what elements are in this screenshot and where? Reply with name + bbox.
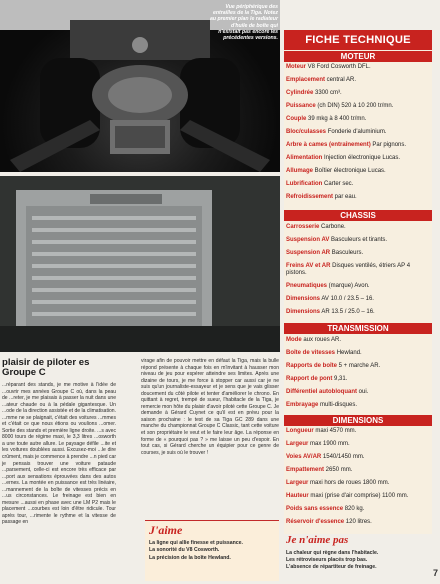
article — [0, 356, 282, 584]
spec-moteur-6: Arbre à cames (entraînement) Par pignons. — [286, 142, 407, 148]
dislikes-title: Je n'aime pas — [286, 534, 349, 546]
spec-moteur-8: Allumage Boîtier électronique Lucas. — [286, 168, 386, 174]
spec-chassis-6: Dimensions AR 13.5 / 25.0 – 16. — [286, 309, 375, 315]
article-column-1: ...réparant des stands, je me motive à l'idée de ...ouvrir mes années Groupe C où, dans la peau de ...reter, je me plaisais à passer la nuit dans une ...ateur chaude ou à la pédale gigantesque. Un ...ode de la direction assistée et de la climatisation. ...mme ne se plaignait, c'était des voitures ...mmes et c'était ce que nous étions ou voulions ...omer. Sortie des stands et première ligne droite. ...s avec 8000 tours de régime maxi, le 3,3 litres ...osworth a une toute autre allure. Le paysage défile ...ite et les voitures doublées aussi. Excusez-moi ...le dire crûment, mais je commence à prendre ...n pied car je pensais trouver une voiture pataude ...parsement, celle-ci est encore très efficace par ...port aux sensations éprouvées dans des autos ...ernes. La montée en puissance est très linéaire, ...mannement de la boîte de vitesses précis en ...us circonstances. Le freinage est bien en mesure ...aussi en phase avec une LM P2 mais le placement ...courbes est loin d'être ridicule. Tour après tour, ...rimente le rythme et la vitesse de passage en — [2, 382, 116, 526]
section-chassis-header: CHASSIS — [284, 210, 432, 221]
spec-dimensions-3: Empattement 2650 mm. — [286, 467, 353, 473]
spec-moteur-0: Moteur V8 Ford Cosworth DFL. — [286, 64, 371, 70]
spec-dimensions-5: Hauteur maxi (prise d'air comprise) 1100 mm. — [286, 493, 409, 499]
spec-moteur-1: Emplacement central AR. — [286, 77, 357, 83]
spec-moteur-7: Alimentation Injection électronique Lucas. — [286, 155, 401, 161]
spec-transmission-3: Rapport de pont 9,31. — [286, 376, 348, 382]
likes-list — [149, 540, 279, 562]
spec-sheet — [284, 30, 432, 534]
likes-title: J'aime — [149, 523, 183, 537]
spec-dimensions-6: Poids sans essence 820 kg. — [286, 506, 365, 512]
likes-item: La ligne qui allie finesse et puissance. — [149, 540, 243, 546]
spec-chassis-4: Pneumatiques (marque) Avon. — [286, 283, 370, 289]
spec-dimensions-2: Voies AV/AR 1540/1450 mm. — [286, 454, 365, 460]
likes-item: La sonorité du V8 Cosworth. — [149, 547, 220, 554]
spec-transmission-0: Mode aux roues AR. — [286, 337, 342, 343]
dislikes-item: Les rétroviseurs placés trop bas. — [286, 556, 368, 563]
likes-item: La précision de la boîte Hewland. — [149, 554, 231, 561]
dislikes-box — [286, 534, 434, 582]
spec-chassis-0: Carrosserie Carbone. — [286, 224, 346, 230]
dislikes-item: La chaleur qui règne dans l'habitacle. — [286, 550, 379, 556]
engine-rear-photo — [0, 0, 280, 172]
spec-transmission-2: Rapports de boîte 5 + marche AR. — [286, 363, 381, 369]
spec-moteur-2: Cylindrée 3300 cm³. — [286, 90, 342, 96]
ecu-photo — [0, 176, 280, 352]
spec-chassis-1: Suspension AV Basculeurs et tirants. — [286, 237, 388, 243]
spec-sheet-title: FICHE TECHNIQUE — [284, 30, 432, 50]
spec-chassis-5: Dimensions AV 10.0 / 23.5 – 16. — [286, 296, 374, 302]
caption-engine: Vue périphérique des entrailles de la Tiga. Notez au premier plan le radiateur d'huile de boîte qui n'existait pas encore les précédentes versions. — [209, 4, 278, 42]
spec-dimensions-4: Largeur maxi hors de roues 1800 mm. — [286, 480, 390, 486]
spec-dimensions-1: Largeur max 1900 mm. — [286, 441, 350, 447]
section-transmission-header: TRANSMISSION — [284, 323, 432, 334]
dislikes-list — [286, 550, 434, 570]
spec-moteur-9: Lubrification Carter sec. — [286, 181, 354, 187]
spec-dimensions-0: Longueur maxi 4570 mm. — [286, 428, 357, 434]
ecu-illustration — [0, 176, 280, 352]
article-title: plaisir de piloter es Groupe C — [2, 357, 90, 379]
spec-moteur-5: Bloc/culasses Fonderie d'aluminium. — [286, 129, 387, 135]
spec-transmission-4: Différentiel autobloquant oui. — [286, 389, 369, 395]
spec-chassis-2: Suspension AR Basculeurs. — [286, 250, 364, 256]
spec-moteur-3: Puissance (ch DIN) 520 à 10 200 tr/mn. — [286, 103, 394, 109]
spec-transmission-1: Boîte de vitesses Hewland. — [286, 350, 362, 356]
spec-moteur-10: Refroidissement par eau. — [286, 194, 357, 200]
page-number: 7 — [432, 568, 438, 578]
section-dimensions-header: DIMENSIONS — [284, 415, 432, 426]
article-column-2: virage afin de pouvoir mettre en défaut la Tiga, mais la bulle répond présente à chaque fois en m'invitant à hausser mon niveau de jeu pour espérer atteindre ses limites. Après une dizaine de tours, je me force à stopper car aussi car je ne suis qu'un journaliste-essayeur et je sens que je vais glisser doucement du côté pilote et tenter d'améliorer le chrono. En quittant à regret, trempé de sueur, l'habitacle de la Tiga, je remercie mon hôte du plaisir d'avoir piloté cette Groupe C. Je demande à Gérard Cuynet ce qu'il est en prévu pour la saison prochaine : le test de sa Tiga GC 289 dans une manche du championnat Groupe C Classic, tant cette voiture et son propriétaire le veut et le faire leur âge. La réponse en forme de « pourquoi pas ? » me laisse un peu d'espoir. En tout cas, si Gérard cherche un équipier pour ce genre de courses, je suis où le trouver ! — [141, 358, 279, 456]
spec-transmission-5: Embrayage multi-disques. — [286, 402, 358, 408]
section-moteur-header: MOTEUR — [284, 51, 432, 62]
spec-chassis-3: Freins AV et AR Disques ventilés, étriers AP 4 pistons. — [286, 263, 411, 276]
spec-dimensions-7: Réservoir d'essence 120 litres. — [286, 519, 372, 525]
spec-moteur-4: Couple 39 mkg à 8 400 tr/mn. — [286, 116, 367, 122]
dislikes-item: L'absence de répartiteur de freinage. — [286, 563, 377, 570]
likes-box — [145, 520, 279, 581]
